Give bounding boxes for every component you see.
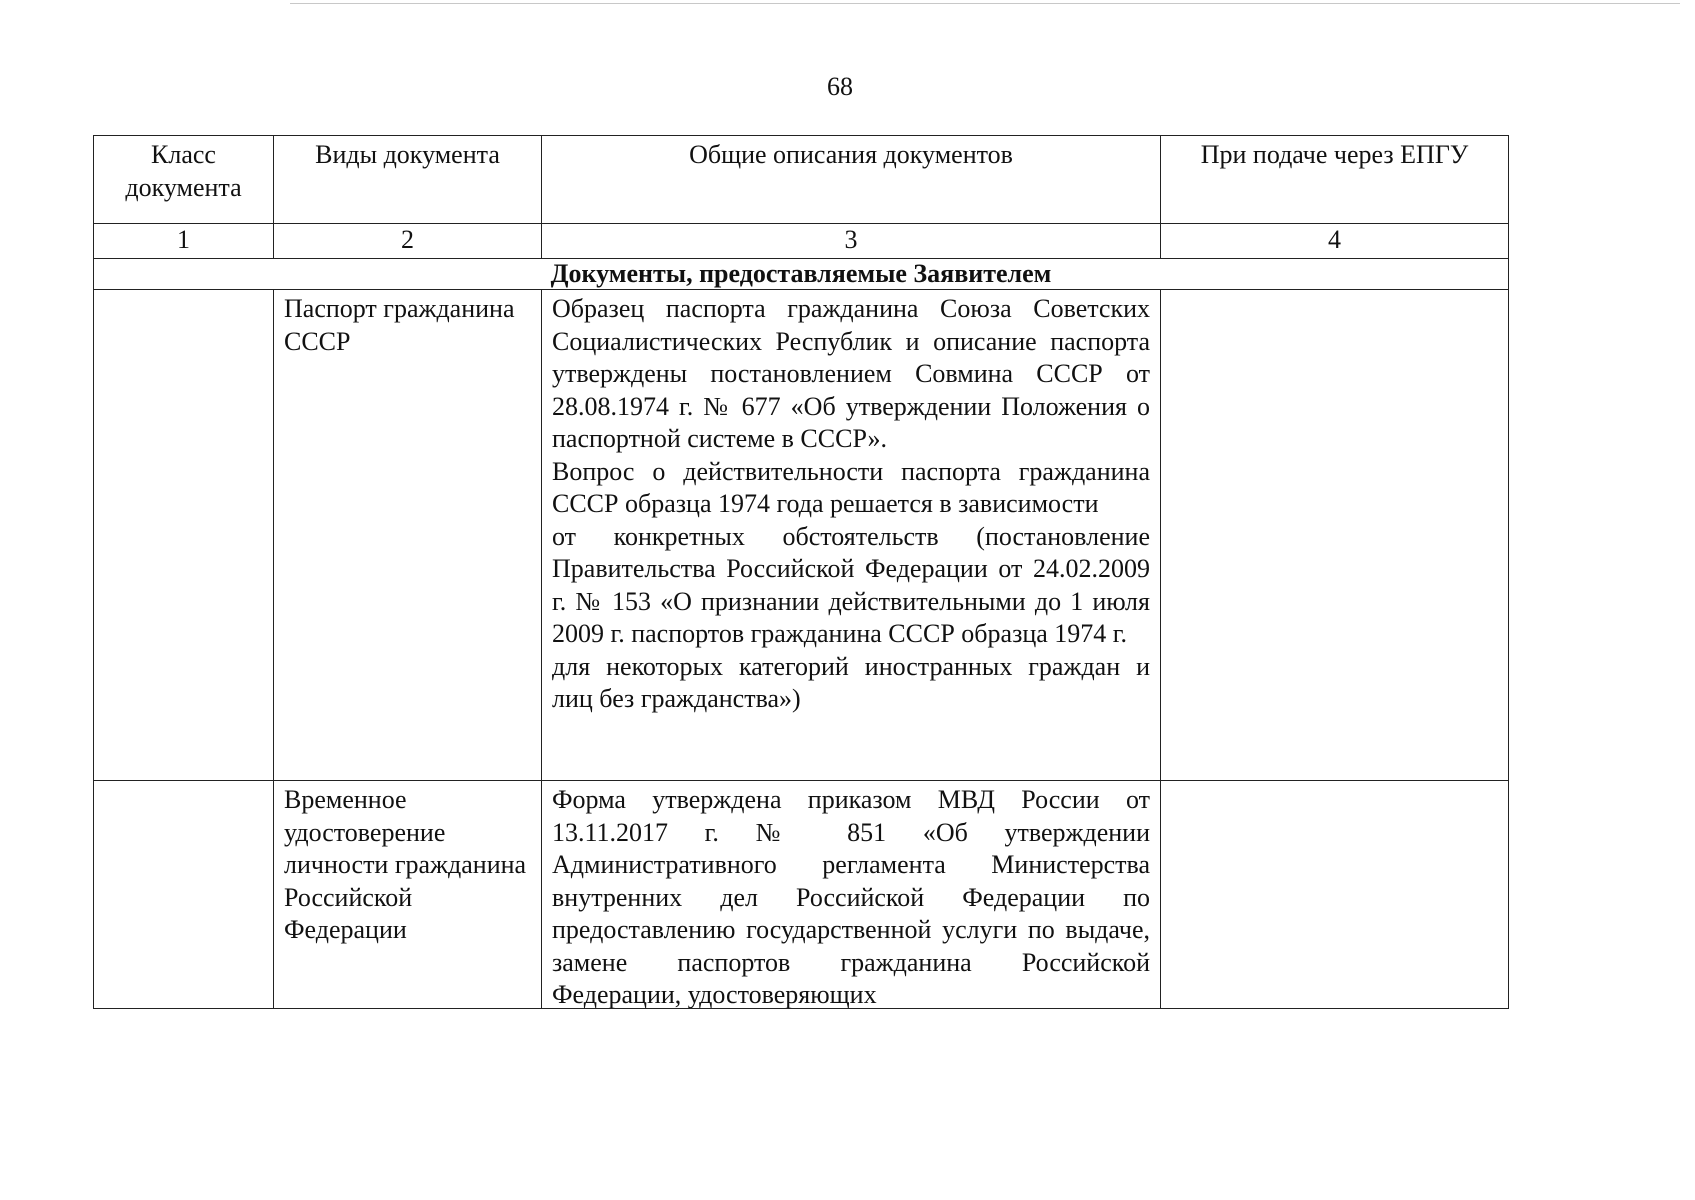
description-paragraph: Форма утверждена приказом МВД России от 13.11.2017 г. № 851 «Об утверждении Административного регламента Министерства внутренних дел Российской Федерации по предоставлению государственной услуги по выдаче, замене паспортов гражданина Российской Федерации, удостоверяющих bbox=[552, 785, 1150, 1008]
section-title: Документы, предоставляемые Заявителем bbox=[94, 259, 1509, 290]
description-paragraph: Вопрос о действительности паспорта гражданина СССР образца 1974 года решается в зависимости bbox=[552, 456, 1150, 518]
column-number: 1 bbox=[94, 224, 274, 259]
document-description bbox=[542, 290, 1161, 781]
page-number: 68 bbox=[827, 72, 853, 101]
column-number: 2 bbox=[274, 224, 542, 259]
column-number: 4 bbox=[1161, 224, 1509, 259]
class-cell bbox=[94, 781, 274, 1009]
description-paragraph: от конкретных обстоятельств (постановление Правительства Российской Федерации от 24.02.2009 г. № 153 «О признании действительными до 1 июля 2009 г. паспортов гражданина СССР образца 1974 г. bbox=[552, 521, 1150, 648]
document-kind: Паспорт гражданина СССР bbox=[274, 290, 542, 781]
document-kind: Временное удостоверение личности гражданина Российской Федерации bbox=[274, 781, 542, 1009]
header-class: Класс документа bbox=[94, 136, 274, 224]
description-paragraph: для некоторых категорий иностранных граждан и лиц без гражданства») bbox=[552, 651, 1150, 713]
class-cell bbox=[94, 290, 274, 781]
column-number-row bbox=[94, 224, 1509, 259]
section-row bbox=[94, 259, 1509, 290]
table-header-row bbox=[94, 136, 1509, 224]
description-paragraph: Образец паспорта гражданина Союза Советских Социалистических Республик и описание паспорта утверждены постановлением Совмина СССР от 28.08.1974 г. № 677 «Об утверждении Положения о паспортной системе в СССР». bbox=[552, 294, 1150, 453]
header-description: Общие описания документов bbox=[542, 136, 1161, 224]
epgu-cell bbox=[1161, 290, 1509, 781]
scan-artifact-line bbox=[290, 3, 1680, 4]
header-epgu: При подаче через ЕПГУ bbox=[1161, 136, 1509, 224]
document-description bbox=[542, 781, 1161, 1009]
documents-table bbox=[93, 135, 1509, 1009]
epgu-cell bbox=[1161, 781, 1509, 1009]
table-row bbox=[94, 290, 1509, 781]
header-kind: Виды документа bbox=[274, 136, 542, 224]
column-number: 3 bbox=[542, 224, 1161, 259]
table-row bbox=[94, 781, 1509, 1009]
